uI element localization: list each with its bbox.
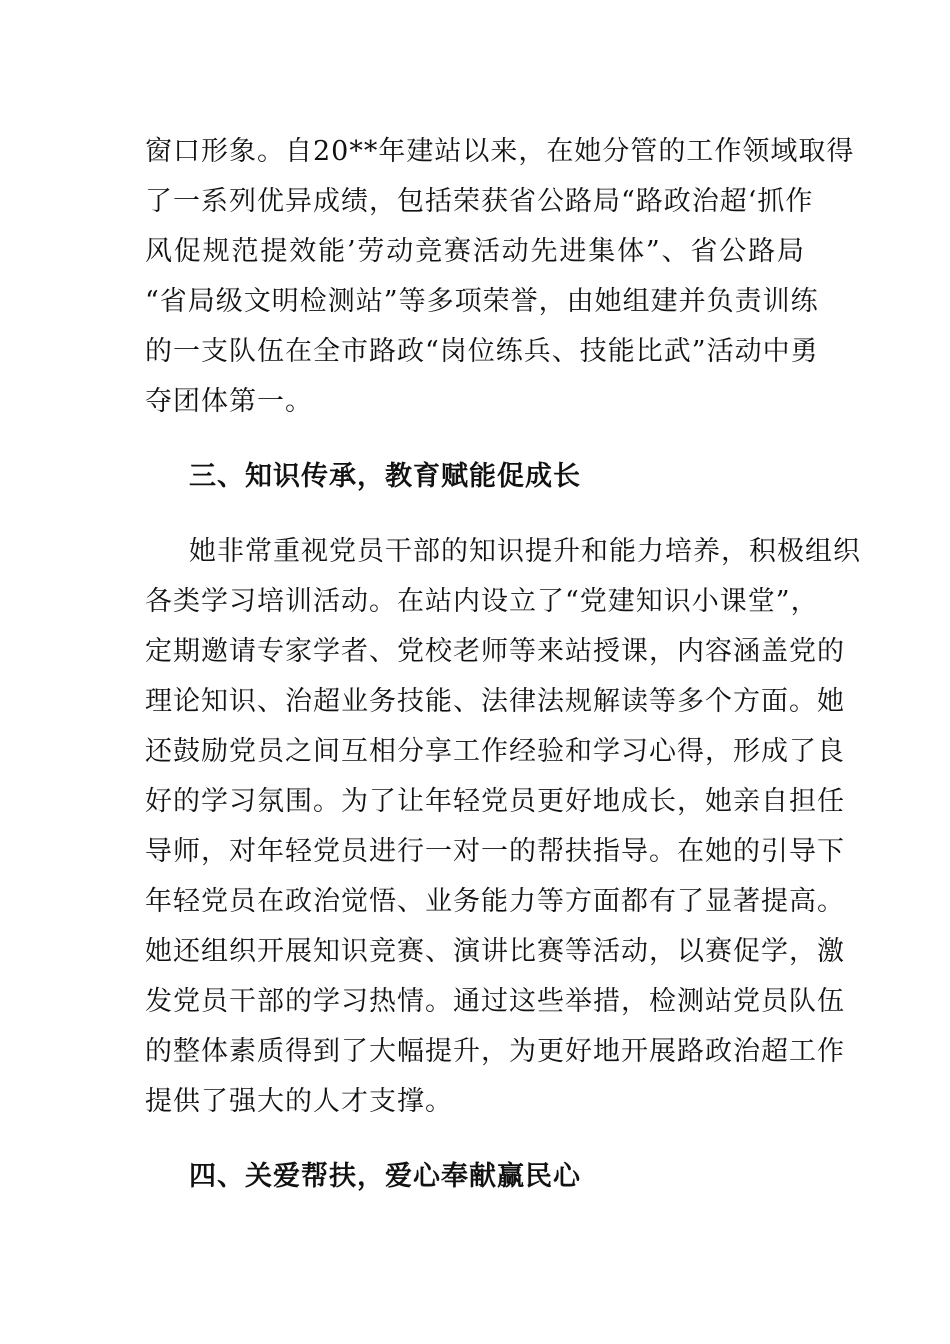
text-line: 定期邀请专家学者、党校老师等来站授课，内容涵盖党的 [145,636,845,667]
section-heading-3: 三、知识传承，教育赋能促成长 [189,461,581,492]
text-line: 提供了强大的人才支撑。 [145,1086,453,1117]
text-line: 导师，对年轻党员进行一对一的帮扶指导。在她的引导下 [145,836,845,867]
text-line: 的整体素质得到了大幅提升，为更好地开展路政治超工作 [145,1036,845,1067]
text-line: 年轻党员在政治觉悟、业务能力等方面都有了显著提高。 [145,886,845,917]
text-line: “省局级文明检测站”等多项荣誉，由她组建并负责训练 [145,286,819,317]
text-line: 还鼓励党员之间互相分享工作经验和学习心得，形成了良 [145,736,845,767]
text-line: 理论知识、治超业务技能、法律法规解读等多个方面。她 [145,686,845,717]
text-line: 她还组织开展知识竞赛、演讲比赛等活动，以赛促学，激 [145,936,845,967]
text-line: 窗口形象。自20**年建站以来，在她分管的工作领域取得 [145,136,855,167]
paragraph-2 [145,527,861,1127]
text-line: 的一支队伍在全市路政“岗位练兵、技能比武”活动中勇 [145,336,819,367]
paragraph-1 [145,127,855,427]
text-line: 发党员干部的学习热情。通过这些举措，检测站党员队伍 [145,986,845,1017]
text-line: 好的学习氛围。为了让年轻党员更好地成长，她亲自担任 [145,786,845,817]
text-line: 风促规范提效能’劳动竞赛活动先进集体”、省公路局 [145,236,805,267]
text-line: 了一系列优异成绩，包括荣获省公路局“路政治超‘抓作 [145,186,814,217]
text-line: 夺团体第一。 [145,386,313,417]
section-heading-4: 四、关爱帮扶，爱心奉献赢民心 [189,1161,581,1192]
document-page [145,127,861,1202]
text-line: 各类学习培训活动。在站内设立了“党建知识小课堂”， [145,586,819,617]
text-line: 她非常重视党员干部的知识提升和能力培养，积极组织 [189,536,861,567]
